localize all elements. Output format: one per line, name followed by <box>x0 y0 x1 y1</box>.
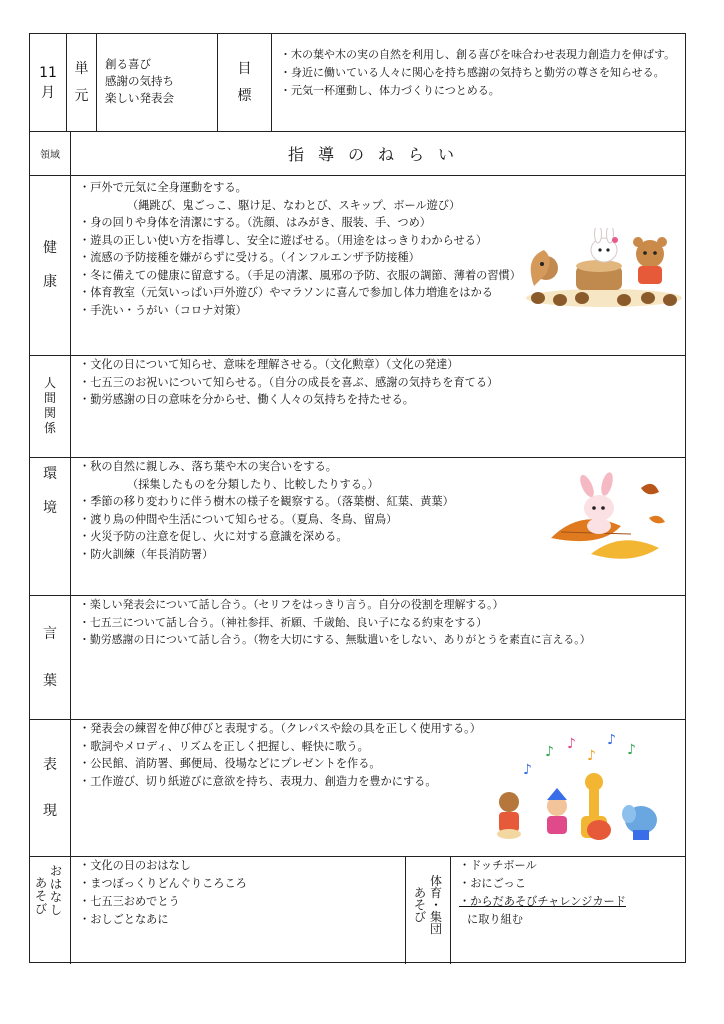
aim-line: ・七五三のお祝いについて知らせる。（自分の成長を喜ぶ、感謝の気持ちを育てる） <box>79 375 499 389</box>
monthly-plan-table <box>29 33 686 963</box>
story-item: ・おしごとなあに <box>79 913 169 926</box>
svg-text:♪: ♪ <box>545 744 554 760</box>
story-item: ・まつぼっくりどんぐりころころ <box>79 877 247 890</box>
story-item: ・文化の日のおはなし <box>79 859 191 872</box>
aim-line: ・勤労感謝の日について話し合う。（物を大切にする、無駄遣いをしない、ありがとうを素直に言える。） <box>79 633 591 646</box>
aim-line: ・戸外で元気に全身運動をする。 <box>79 181 247 194</box>
section-expression <box>30 720 685 857</box>
section-environment <box>30 458 685 596</box>
aim-line: ・公民館、消防署、郵便局、役場などにプレゼントを作る。 <box>79 757 381 770</box>
section-label-expression: 表 現 <box>30 720 71 856</box>
header-row <box>30 34 685 132</box>
svg-text:♪: ♪ <box>523 762 532 778</box>
section-label-language: 言 葉 <box>30 596 71 719</box>
unit-label: 単 元 <box>67 34 97 131</box>
aim-line: ・手洗い・うがい（コロナ対策） <box>79 303 247 317</box>
section-label-health: 健 康 <box>30 176 71 355</box>
aim-line: ・歌詞やメロディ、リズムを正しく把握し、軽快に歌う。 <box>79 739 369 753</box>
animals-with-acorns-illustration <box>524 228 684 312</box>
aim-line: ・七五三について話し合う。（神社参拝、祈願、千歳飴、良い子になる約束をする） <box>79 615 488 629</box>
goal-item: ・身近に働いている人々に関心を持ち感謝の気持ちと勤労の尊さを知らせる。 <box>280 66 665 79</box>
goal-item: ・木の葉や木の実の自然を利用し、創る喜びを味合わせ表現力創造力を伸ばす。 <box>280 48 676 61</box>
section-body-relations <box>71 356 685 457</box>
aim-line: ・秋の自然に親しみ、落ち葉や木の実合いをする。 <box>79 460 337 473</box>
pe-list <box>451 857 685 964</box>
aim-line: ・冬に備えての健康に留意する。（手足の清潔、風邪の予防、衣服の調節、薄着の習慣） <box>79 268 521 282</box>
story-list <box>71 857 406 964</box>
month-cell <box>30 34 67 131</box>
bunny-on-autumn-leaves-illustration <box>541 468 671 568</box>
aim-line: ・季節の移り変わりに伴う樹木の様子を観察する。（落葉樹、紅葉、黄葉） <box>79 495 454 508</box>
svg-text:♪: ♪ <box>607 734 616 748</box>
aim-line: ・楽しい発表会について話し合う。（セリフをはっきり言う。自分の役割を理解する。） <box>79 598 504 611</box>
aim-line: ・勤労感謝の日の意味を分からせ、働く人々の気持ちを持たせる。 <box>79 393 414 406</box>
aim-line: ・遊具の正しい使い方を指導し、安全に遊ばせる。（用途をはっきりわからせる） <box>79 233 488 247</box>
pe-item: ・ドッチボール <box>459 859 537 872</box>
pe-label: 体 育 ・ 集 団 あ そ び <box>406 857 451 964</box>
goal-list <box>272 34 685 131</box>
aim-line: （縄跳び、鬼ごっこ、駆け足、なわとび、スキップ、ボール遊び） <box>127 198 461 212</box>
goal-item: ・元気一杯運動し、体力づくりにつとめる。 <box>280 84 500 97</box>
section-body-health <box>71 176 685 355</box>
aim-line: ・工作遊び、切り紙遊びに意欲を持ち、表現力、創造力を豊かにする。 <box>79 774 437 788</box>
month-unit: 月 <box>41 84 55 101</box>
svg-text:♪: ♪ <box>627 742 636 758</box>
section-health <box>30 176 685 356</box>
svg-text:♪: ♪ <box>587 748 596 764</box>
goal-label: 目 標 <box>218 34 272 131</box>
aim-line: ・発表会の練習を伸び伸びと表現する。（クレパスや絵の具を正しく使用する。） <box>79 722 481 735</box>
unit-item: 感謝の気持ち <box>105 74 174 88</box>
section-label-environment: 環 境 <box>30 458 71 595</box>
aim-line: ・火災予防の注意を促し、火に対する意識を深める。 <box>79 530 348 543</box>
story-item: ・七五三おめでとう <box>79 895 180 908</box>
section-body-environment <box>71 458 685 595</box>
aim-line: （採集したものを分類したり、比較したりする。） <box>127 477 379 491</box>
aims-title-row <box>30 132 685 176</box>
section-body-expression <box>71 720 685 856</box>
section-label-relations: 人 間 関 係 <box>30 356 71 457</box>
pe-item: ・おにごっこ <box>459 877 526 890</box>
animal-marching-band-illustration <box>471 734 671 854</box>
section-body-language <box>71 596 685 719</box>
footer-row <box>30 857 685 964</box>
aim-line: ・防火訓練（年長消防署） <box>79 547 214 561</box>
unit-item: 創る喜び <box>105 57 151 71</box>
svg-text:♪: ♪ <box>567 736 576 752</box>
pe-item: ・からだあそびチャレンジカード <box>459 895 626 908</box>
story-label: お は な し あ そ び <box>30 857 71 964</box>
unit-list <box>97 34 218 131</box>
month-number: 11 <box>39 64 57 81</box>
aim-line: ・渡り鳥の仲間や生活について知らせる。（夏鳥、冬鳥、留鳥） <box>79 512 398 526</box>
domain-label: 領域 <box>30 132 71 175</box>
aims-title: 指導のねらい <box>287 145 468 164</box>
section-relations <box>30 356 685 458</box>
aim-line: ・体育教室（元気いっぱい戸外遊び）やマラソンに喜んで参加し体力増進をはかる <box>79 286 493 299</box>
aim-line: ・文化の日について知らせ、意味を理解させる。（文化勲章）（文化の発達） <box>79 358 459 371</box>
aim-line: ・身の回りや身体を清潔にする。（洗顔、はみがき、服装、手、つめ） <box>79 216 431 229</box>
pe-item: に取り組む <box>467 913 523 926</box>
unit-item: 楽しい発表会 <box>105 91 174 105</box>
section-language <box>30 596 685 720</box>
aim-line: ・流感の予防接種を嫌がらずに受ける。（インフルエンザ予防接種） <box>79 251 420 264</box>
